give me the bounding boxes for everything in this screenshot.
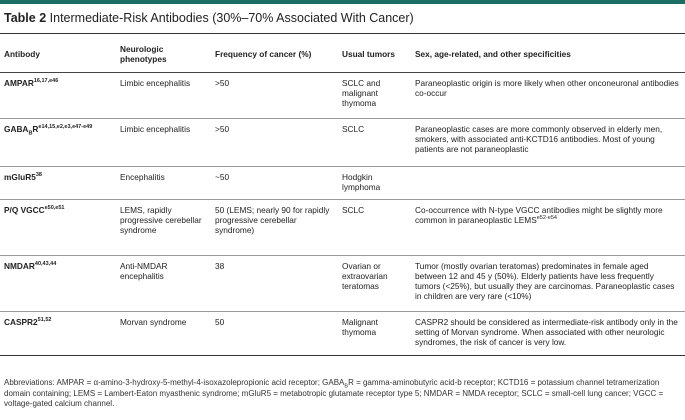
notes-cell: Co-occurrence with N-type VGCC antibodies might be slightly more common in paraneoplastic $LEMS^{e52-e54}$ [415, 205, 663, 225]
table-row [0, 119, 685, 167]
antibody-cell: $GABA_BR^{e14,15,e2,e3,e47-e49}$ [4, 124, 93, 137]
tumors-cell: SCLC and malignant thymoma [342, 78, 381, 108]
table-row [0, 167, 685, 200]
frequency-cell: >50 [215, 78, 230, 88]
table-row [0, 312, 685, 356]
antibody-cell: $AMPAR^{16,17,e46}$ [4, 78, 59, 88]
antibody-cell: P/Q $VGCC^{e50,e51}$ [4, 205, 65, 215]
header-phenotypes: Neurologic phenotypes [120, 44, 167, 64]
tumors-cell: Hodgkin lymphoma [342, 172, 381, 192]
table-row [0, 200, 685, 256]
antibody-cell: $mGluR5^{38}$ [4, 172, 42, 182]
header-row [0, 36, 685, 73]
table-row [0, 73, 685, 119]
tumors-cell: SCLC [342, 124, 365, 134]
top-accent-bar [0, 0, 685, 4]
table-caption: Intermediate-Risk Antibodies (30%–70% Associated With Cancer) [49, 11, 414, 25]
antibody-cell: CASPR2$^{51,52}$ [4, 317, 52, 327]
phenotype-cell: Anti-NMDAR encephalitis [120, 261, 168, 281]
antibody-table [0, 36, 685, 356]
notes-cell: Tumor (mostly ovarian teratomas) predominates in female aged between 12 and 45 y (50%). Elderly patients have less frequently tumors (<25%), but usually they are carcinomas. Paraneoplastic cases in children are very rare (<10%) [415, 261, 675, 301]
title-rule [0, 33, 685, 34]
table-number: Table 2 [4, 11, 47, 25]
tumors-cell: Ovarian or extraovarian teratomas [342, 261, 388, 291]
phenotype-cell: Morvan syndrome [120, 317, 187, 327]
header-antibody: Antibody [4, 49, 40, 59]
phenotype-cell: Limbic encephalitis [120, 78, 191, 88]
notes-cell: Paraneoplastic cases are more commonly observed in elderly men, smokers, with associated anti-KCTD16 antibodies. Most of young patients are not paraneoplastic [415, 124, 663, 154]
frequency-cell: >50 [215, 124, 230, 134]
antibody-cell: NMDAR$^{40,43,44}$ [4, 261, 57, 271]
notes-cell [411, 167, 685, 200]
notes-cell: CASPR2 should be considered as intermediate-risk antibody only in the setting of Morvan syndrome. When associated with other neurologic syndromes, the risk of cancer is very low. [415, 317, 678, 347]
phenotype-cell: Encephalitis [120, 172, 165, 182]
header-tumors: Usual tumors [342, 49, 396, 59]
frequency-cell: ~50 [215, 172, 230, 182]
phenotype-cell: LEMS, rapidly progressive cerebellar syndrome [120, 205, 202, 235]
table-row [0, 256, 685, 312]
phenotype-cell: Limbic encephalitis [120, 124, 191, 134]
header-specificities: Sex, age-related, and other specificities [415, 49, 571, 59]
frequency-cell: 50 [215, 317, 225, 327]
tumors-cell: Malignant thymoma [342, 317, 378, 337]
tumors-cell: SCLC [342, 205, 365, 215]
header-frequency: Frequency of cancer (%) [215, 49, 312, 59]
frequency-cell: 50 (LEMS; nearly 90 for rapidly progressive cerebellar syndrome) [215, 205, 330, 235]
table-footnote: Abbreviations: AMPAR = α-amino-3-hydroxy-5-methyl-4-isoxazolepropionic acid receptor; $GABA_BR$ = gamma-aminobutyric acid-b receptor; KCTD16 = potassium channel tetramerization domain containing; LEMS = Lambert-Eaton myasthenic syndrome; mGluR5 = metabotropic glutamate receptor type 5; NMDAR = NMDA receptor; SCLC = small-cell lung cancer; VGCC = voltage-gated calcium channel. [4, 378, 664, 408]
notes-cell: Paraneoplastic origin is more likely when other onconeuronal antibodies co-occur [415, 78, 679, 98]
table-title [4, 11, 414, 25]
frequency-cell: 38 [215, 261, 225, 271]
